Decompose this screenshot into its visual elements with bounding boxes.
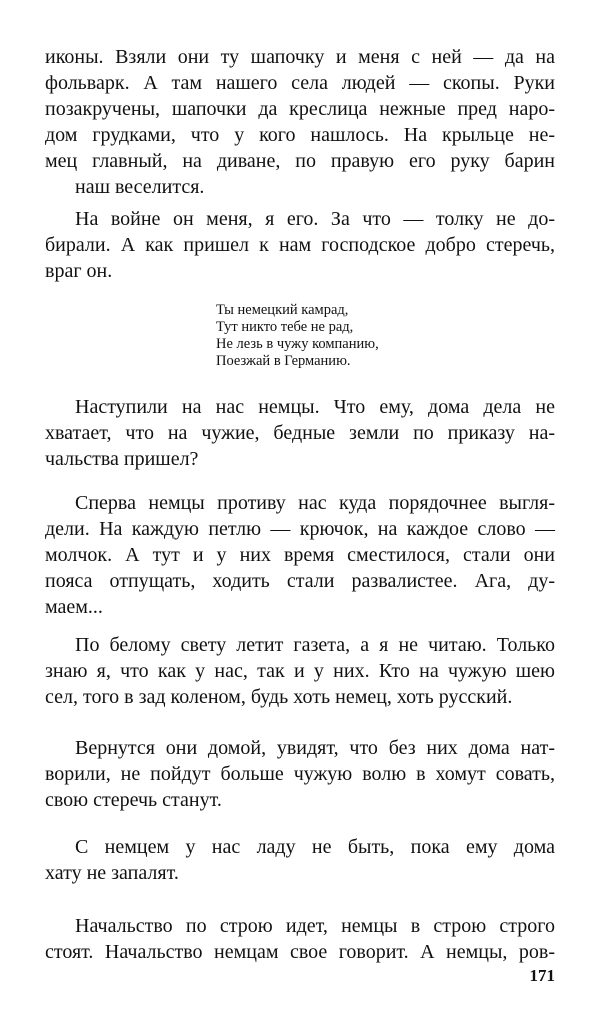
paragraph-2 xyxy=(45,206,555,284)
paragraph-7 xyxy=(45,834,555,886)
verse-block xyxy=(216,302,379,370)
text-line: хату не запалят. xyxy=(45,862,179,884)
text-line: Наступили на нас немцы. Что ему, дома дела не xyxy=(75,396,555,418)
paragraph-8 xyxy=(45,913,555,965)
text-line: чальства пришел? xyxy=(45,448,199,470)
text-line: иконы. Взяли они ту шапочку и меня с ней — да на xyxy=(45,46,555,68)
text-line: мец главный, на диване, по правую его руку барин xyxy=(45,150,555,172)
text-line: сел, того в зад коленом, будь хоть немец, хоть русский. xyxy=(45,686,513,708)
verse-line: Поезжай в Германию. xyxy=(216,353,351,369)
paragraph-3 xyxy=(45,394,555,472)
verse-line: Тут никто тебе не рад, xyxy=(216,319,354,335)
verse-line: Ты немецкий камрад, xyxy=(216,302,349,318)
text-line: молчок. А тут и у них время сместилося, стали они xyxy=(45,544,555,566)
text-line: хватает, что на чужие, бедные земли по приказу на- xyxy=(45,422,555,444)
text-line: Вернутся они домой, увидят, что без них дома нат- xyxy=(75,737,555,759)
text-line: позакручены, шапочки да креслица нежные пред наро- xyxy=(45,98,555,120)
text-line: дели. На каждую петлю — крючок, на каждое слово — xyxy=(45,518,555,540)
text-line: знаю я, что как у нас, так и у них. Кто на чужую шею xyxy=(45,660,555,682)
text-line: дом грудками, что у кого нашлось. На крыльце не- xyxy=(45,124,555,146)
text-line: пояса отпущать, ходить стали развалистее. Ага, ду- xyxy=(45,570,555,592)
paragraph-6 xyxy=(45,735,555,813)
verse-line: Не лезь в чужу компанию, xyxy=(216,336,379,352)
text-line: По белому свету летит газета, а я не читаю. Только xyxy=(75,634,555,656)
text-line: свою стеречь станут. xyxy=(45,789,222,811)
paragraph-5 xyxy=(45,632,555,710)
paragraph-4 xyxy=(45,490,555,620)
text-line: С немцем у нас ладу не быть, пока ему дома xyxy=(75,836,555,858)
text-line: бирали. А как пришел к нам господское добро стеречь, xyxy=(45,234,555,256)
text-line: фольварк. А там нашего села людей — скопы. Руки xyxy=(45,72,555,94)
text-line: Сперва немцы противу нас куда порядочнее выгля- xyxy=(75,492,555,514)
text-line: На войне он меня, я его. За что — толку не до- xyxy=(75,208,555,230)
text-line: стоят. Начальство немцам свое говорит. А немцы, ров- xyxy=(45,941,555,963)
text-line: враг он. xyxy=(45,260,113,282)
page-number: 171 xyxy=(529,966,555,985)
paragraph-1 xyxy=(45,44,555,200)
text-line: Начальство по строю идет, немцы в строю строго xyxy=(75,915,555,937)
text-line: наш веселится. xyxy=(75,176,205,198)
text-line: маем... xyxy=(45,596,103,618)
text-line: ворили, не пойдут больше чужую волю в хомут совать, xyxy=(45,763,555,785)
